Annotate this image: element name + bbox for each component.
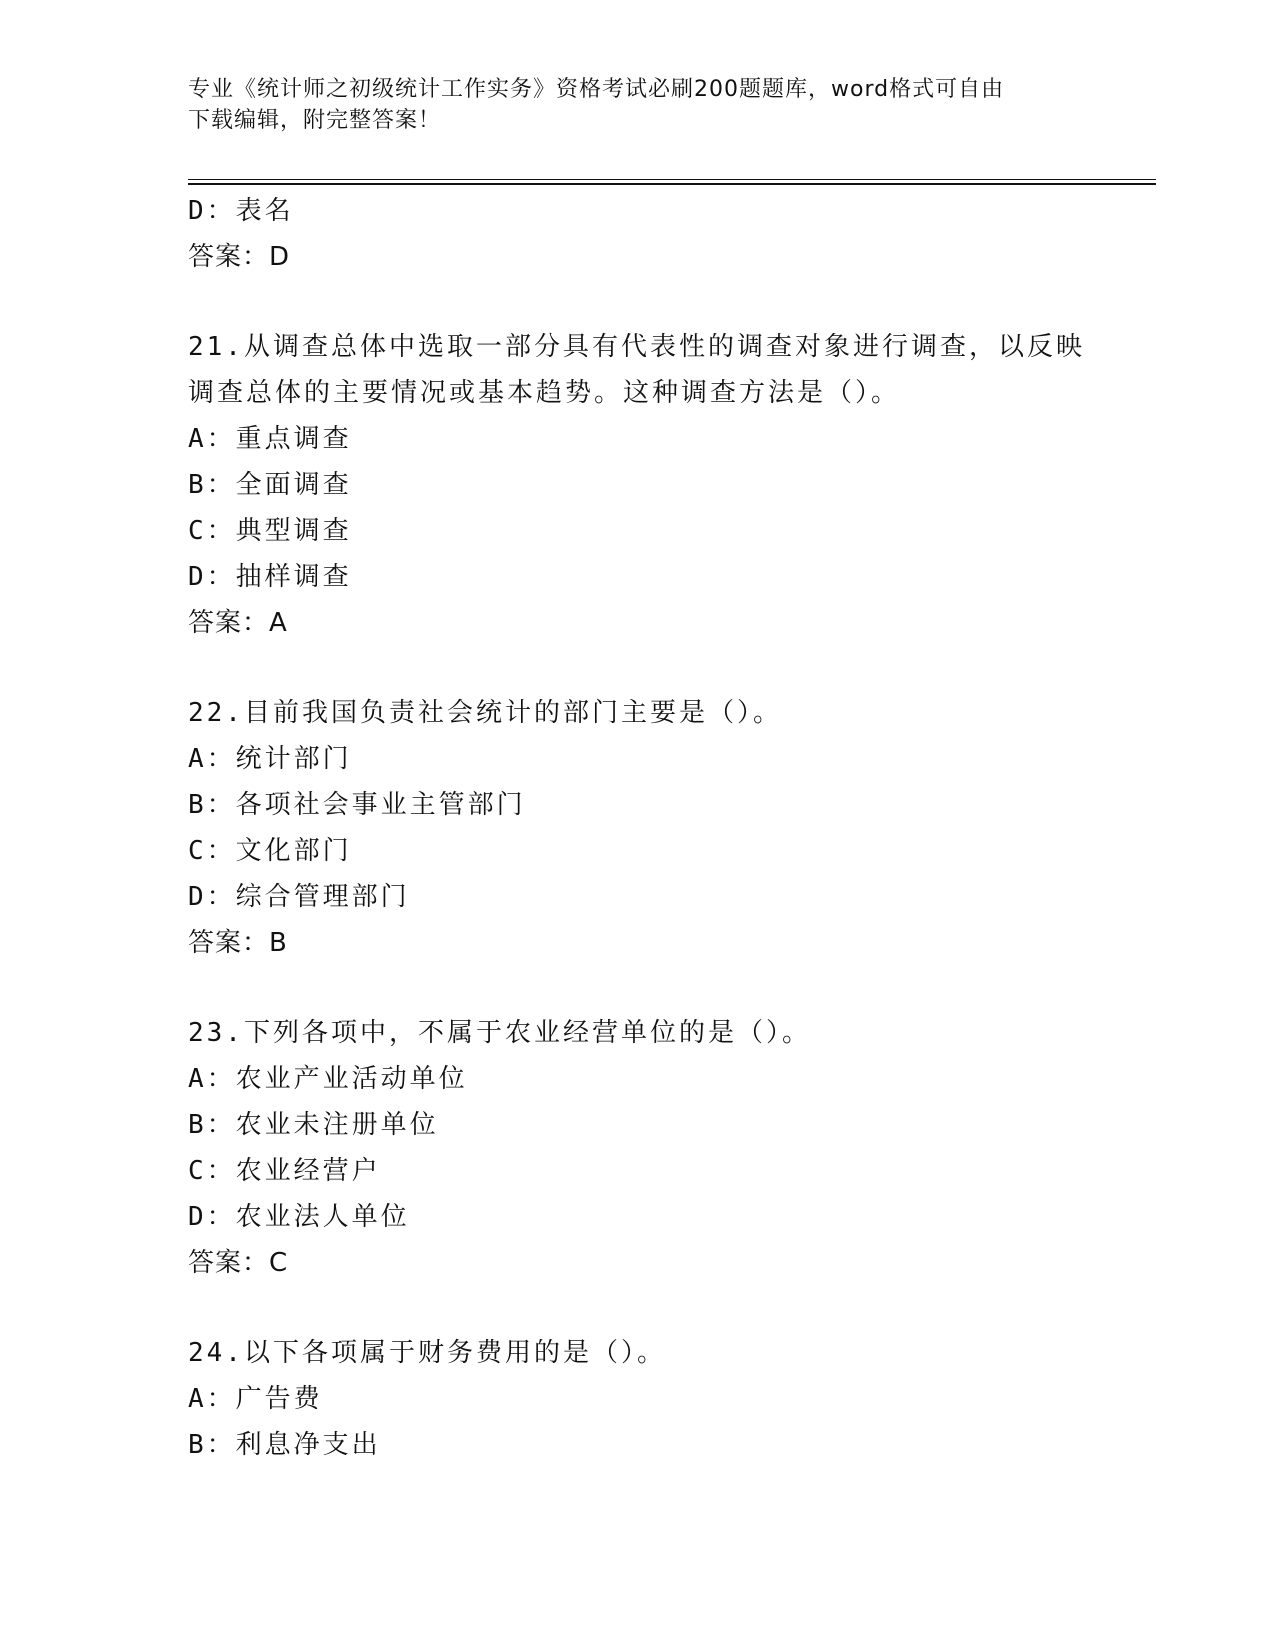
- option-c: C：文化部门: [188, 836, 352, 866]
- header-line-2: 下载编辑，附完整答案！: [188, 108, 442, 133]
- option-a: A：广告费: [188, 1384, 323, 1414]
- question-21: [188, 324, 1088, 646]
- question-22: [188, 690, 1088, 966]
- option-a: A：重点调查: [188, 424, 352, 454]
- question-24: [188, 1330, 1088, 1468]
- question-23: [188, 1010, 1088, 1286]
- question-stem-line-1: 24.以下各项属于财务费用的是（）。: [188, 1338, 666, 1368]
- header-line-1: 专业《统计师之初级统计工作实务》资格考试必刷200题题库，word格式可自由: [188, 77, 1005, 102]
- option-b: B：各项社会事业主管部门: [188, 790, 526, 820]
- previous-question-tail: [188, 188, 1088, 280]
- answer-line: 答案：B: [188, 928, 288, 958]
- option-d: D：综合管理部门: [188, 882, 410, 912]
- answer-line: 答案：A: [188, 608, 288, 638]
- option-d: D：抽样调查: [188, 562, 352, 592]
- option-b: B：利息净支出: [188, 1430, 381, 1460]
- spacer: [188, 280, 1088, 324]
- document-header: [188, 74, 1068, 136]
- question-stem-line-2: 调查总体的主要情况或基本趋势。这种调查方法是（）。: [188, 378, 901, 408]
- spacer: [188, 1286, 1088, 1330]
- header-divider-thick: [188, 183, 1156, 185]
- option-c: C：农业经营户: [188, 1156, 381, 1186]
- question-stem-line-1: 21.从调查总体中选取一部分具有代表性的调查对象进行调查，以反映: [188, 332, 1085, 362]
- option-d: D：农业法人单位: [188, 1202, 410, 1232]
- question-stem-line-1: 23.下列各项中，不属于农业经营单位的是（）。: [188, 1018, 811, 1048]
- question-stem-line-1: 22.目前我国负责社会统计的部门主要是（）。: [188, 698, 782, 728]
- answer-line: 答案：D: [188, 242, 291, 272]
- option-d: D：表名: [188, 196, 294, 226]
- spacer: [188, 966, 1088, 1010]
- option-b: B：农业未注册单位: [188, 1110, 439, 1140]
- option-c: C：典型调查: [188, 516, 352, 546]
- option-a: A：统计部门: [188, 744, 352, 774]
- option-a: A：农业产业活动单位: [188, 1064, 468, 1094]
- spacer: [188, 646, 1088, 690]
- option-b: B：全面调查: [188, 470, 352, 500]
- question-list: [188, 188, 1088, 1468]
- answer-line: 答案：C: [188, 1248, 289, 1278]
- header-divider-thin: [188, 179, 1156, 180]
